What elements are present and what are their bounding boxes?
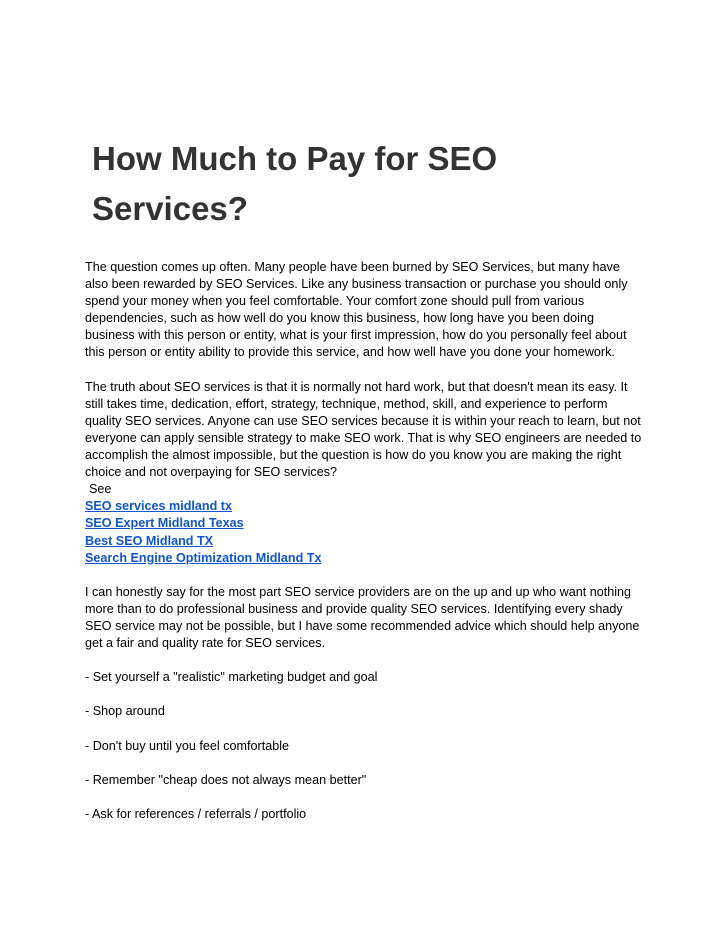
tip-item: - Ask for references / referrals / portfolio xyxy=(85,807,307,821)
tip-item: - Shop around xyxy=(85,704,165,719)
tip-item: - Remember "cheap does not always mean better" xyxy=(85,772,367,787)
honest-paragraph: I can honestly say for the most part SEO service providers are on the up and up who want nothing more than to do professional business and provide quality SEO services. Identifying every shady SEO service may not be possible, but I have some recommended advice which should help anyone get a fair and quality rate for SEO services. xyxy=(85,584,640,651)
see-label: See xyxy=(89,482,112,497)
intro-paragraph: The question comes up often. Many people have been burned by SEO Services, but many have also been rewarded by SEO Services. Like any business transaction or purchase you should only spend your money when you feel comfortable. Your comfort zone should pull from various dependencies, such as how well do you know this business, how long have you been doing business with this person or entity, what is your first impression, how do you personally feel about this person or entity ability to provide this service, and how well have you done your homework. xyxy=(85,260,628,360)
article-body xyxy=(85,259,645,823)
truth-paragraph: The truth about SEO services is that it is normally not hard work, but that doesn't mean its easy. It still takes time, dedication, effort, strategy, technique, method, skill, and experience to perform quality SEO services. Anyone can use SEO services because it is within your reach to learn, but not everyone can apply sensible strategy to make SEO work. That is why SEO engineers are needed to accomplish the almost impossible, but the question is how do you know you are making the right choice and not overpaying for SEO services? xyxy=(85,379,642,480)
page-title: How Much to Pay for SEO Services? xyxy=(92,140,498,227)
link-search-engine-optimization-midland[interactable]: Search Engine Optimization Midland Tx xyxy=(85,550,322,565)
link-seo-expert-midland[interactable]: SEO Expert Midland Texas xyxy=(85,516,244,531)
link-best-seo-midland[interactable]: Best SEO Midland TX xyxy=(85,533,214,548)
tip-item: - Don't buy until you feel comfortable xyxy=(85,738,290,753)
tip-item: - Set yourself a "realistic" marketing budget and goal xyxy=(85,670,378,685)
link-seo-services-midland[interactable]: SEO services midland tx xyxy=(85,499,232,514)
